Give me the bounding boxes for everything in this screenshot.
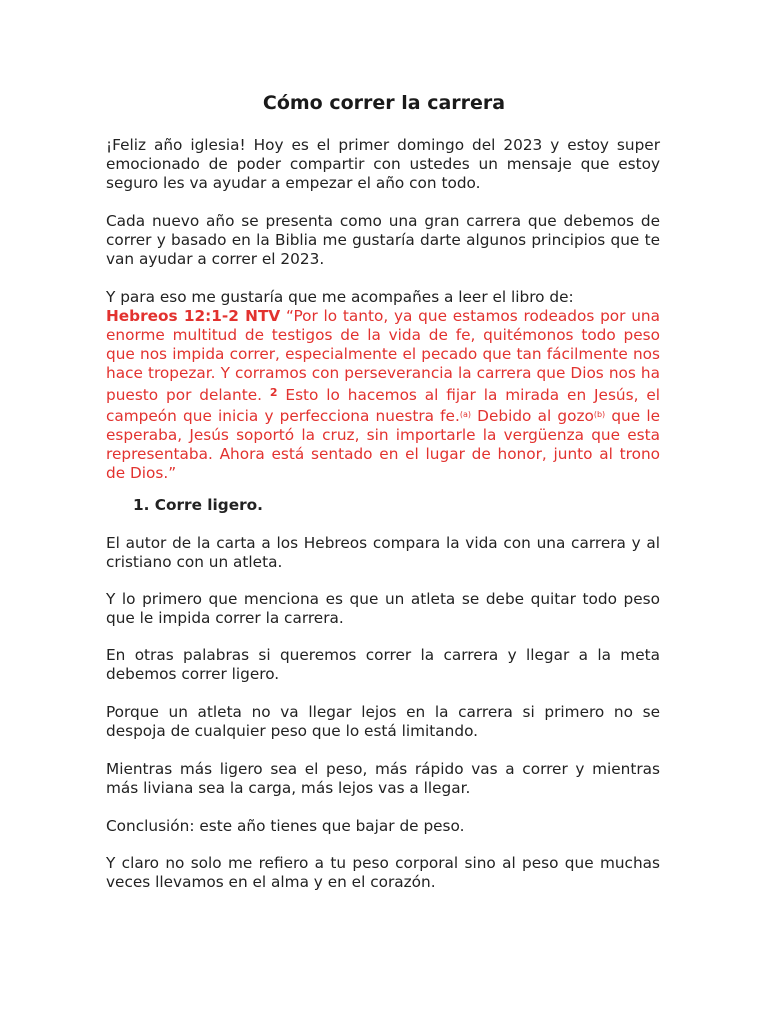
verse-reference: Hebreos 12:1-2 NTV	[106, 307, 281, 325]
paragraph-author: El autor de la carta a los Hebreos compara la vida con una carrera y al cristiano con un atleta.	[106, 534, 660, 571]
verse-number: 2	[269, 386, 278, 399]
section-heading: 1. Corre ligero.	[133, 496, 263, 514]
paragraph-conclusion: Conclusión: este año tienes que bajar de peso.	[106, 817, 465, 835]
verse-text-1: “Por lo tanto, ya que estamos rodeados por una enorme multitud de testigos de la vida de fe, quitémonos todo peso que nos impida correr, especialmente el pecado que tan fácilmente nos hace tropezar. Y corramos con perseverancia la carrera que Dios nos ha puesto por delante.	[106, 307, 660, 404]
paragraph-athlete: Porque un atleta no va llegar lejos en la carrera si primero no se despoja de cualquier peso que lo está limitando.	[106, 703, 660, 740]
footnote-a[interactable]: (a)	[459, 410, 471, 419]
footnote-b[interactable]: (b)	[593, 410, 606, 419]
paragraph-new-year: Cada nuevo año se presenta como una gran carrera que debemos de correr y basado en la Biblia me gustaría darte algunos principios que te van ayudar a correr el 2023.	[106, 212, 660, 268]
page-title: Cómo correr la carrera	[262, 92, 506, 114]
scripture-intro: Y para eso me gustaría que me acompañes a leer el libro de:	[106, 288, 574, 306]
verse-text-4: que le esperaba, Jesús soportó la cruz, sin importarle la vergüenza que esta representaba. Ahora está sentado en el lugar de honor, junto al trono de Dios.”	[106, 407, 661, 482]
paragraph-in-other-words: En otras palabras si queremos correr la carrera y llegar a la meta debemos correr ligero.	[106, 646, 660, 683]
paragraph-greeting: ¡Feliz año iglesia! Hoy es el primer domingo del 2023 y estoy super emocionado de poder compartir con ustedes un mensaje que estoy seguro les va ayudar a empezar el año con todo.	[106, 136, 660, 192]
verse-text-3: Debido al gozo	[471, 407, 594, 425]
paragraph-scripture	[106, 288, 660, 483]
paragraph-weight: Y claro no solo me refiero a tu peso corporal sino al peso que muchas veces llevamos en el alma y en el corazón.	[106, 854, 660, 891]
paragraph-lighter: Mientras más ligero sea el peso, más rápido vas a correr y mientras más liviana sea la carga, más lejos vas a llegar.	[106, 760, 660, 797]
verse-text-2: Esto lo hacemos al fijar la mirada en Jesús, el campeón que inicia y perfecciona nuestra fe.	[106, 386, 660, 425]
paragraph-first-point: Y lo primero que menciona es que un atleta se debe quitar todo peso que le impida correr la carrera.	[106, 590, 660, 627]
